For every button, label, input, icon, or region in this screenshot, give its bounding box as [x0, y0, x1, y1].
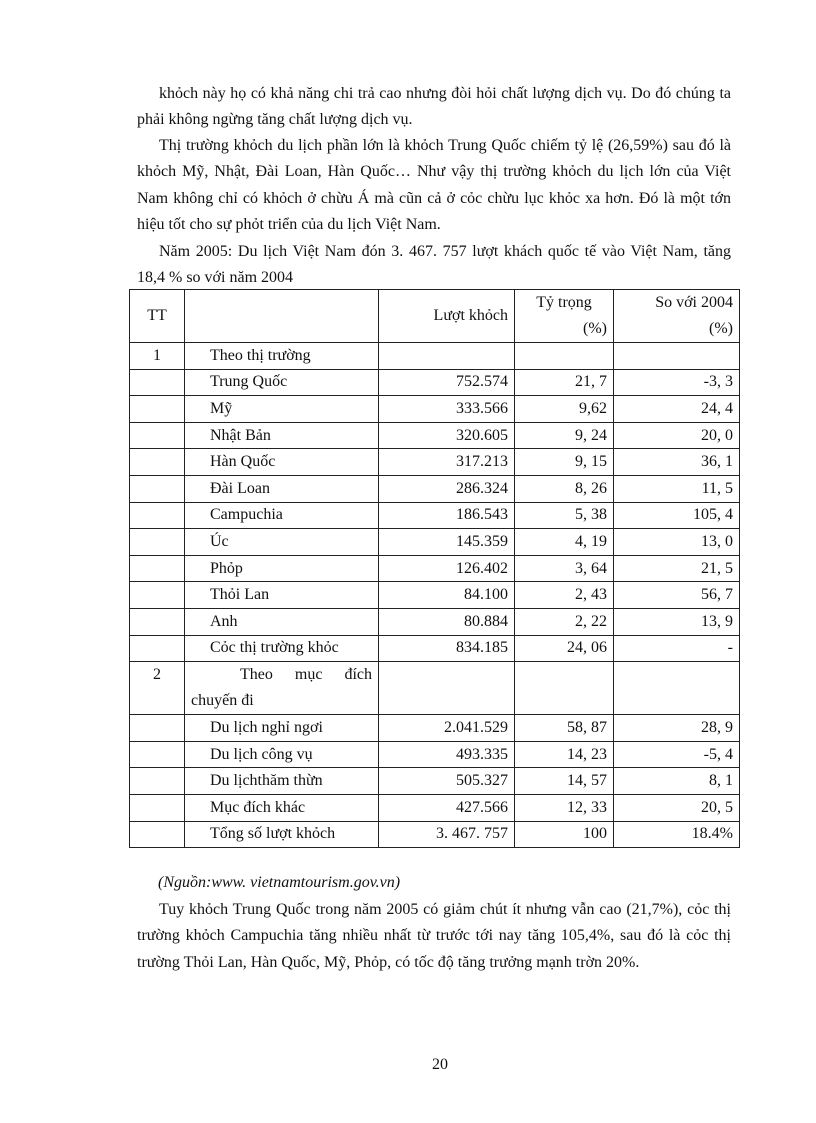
- row-visitors: 333.566: [379, 396, 515, 423]
- row-vs-2004: 105, 4: [614, 502, 740, 529]
- group-title: Theo thị trường: [185, 343, 379, 370]
- empty-cell: [379, 343, 515, 370]
- row-share: 3, 64: [515, 555, 614, 582]
- row-vs-2004: -5, 4: [614, 741, 740, 768]
- row-vs-2004: 28, 9: [614, 715, 740, 742]
- empty-cell: [130, 396, 185, 423]
- row-visitors: 80.884: [379, 608, 515, 635]
- table-row: [130, 475, 740, 502]
- row-vs-2004: 21, 5: [614, 555, 740, 582]
- paragraph-2005-summary: Năm 2005: Du lịch Việt Nam đón 3. 467. 757 lượt khách quốc tế vào Việt Nam, tăng 18,4 % so với năm 2004: [137, 243, 731, 287]
- row-visitors: 505.327: [379, 768, 515, 795]
- row-name: Hàn Quốc: [185, 449, 379, 476]
- row-share: 9, 24: [515, 422, 614, 449]
- row-share: 21, 7: [515, 369, 614, 396]
- row-name: Nhật Bản: [185, 422, 379, 449]
- row-visitors: 493.335: [379, 741, 515, 768]
- group-row-markets: [130, 343, 740, 370]
- row-visitors: 145.359: [379, 529, 515, 556]
- row-name: Du lịch công vụ: [185, 741, 379, 768]
- empty-cell: [130, 768, 185, 795]
- group-index: 1: [130, 343, 185, 370]
- empty-cell: [130, 608, 185, 635]
- row-share: 2, 22: [515, 608, 614, 635]
- paragraph-markets: Thị trường khỏch du lịch phần lớn là khỏch Trung Quốc chiếm tỷ lệ (26,59%) sau đó là khỏch Mỹ, Nhật, Đài Loan, Hàn Quốc… Như vậy thị trường khỏch du lịch lớn của Việt Nam không chỉ có khỏch ở chừu Á mà cũn cả ở cỏc chừu lục khỏc xa hơn. Đó là một tớn hiệu tốt cho sự phỏt triển của du lịch Việt Nam.: [137, 137, 731, 234]
- header-vs-2004: [614, 290, 740, 343]
- group-title-word: mục: [294, 666, 323, 684]
- group-title-word: Theo: [240, 666, 273, 684]
- table-header-row: [130, 290, 740, 343]
- group-title-line2: chuyến đi: [191, 692, 254, 710]
- header-share: [515, 290, 614, 343]
- row-visitors: 752.574: [379, 369, 515, 396]
- group-title: [185, 662, 379, 715]
- row-name: Cỏc thị trường khỏc: [185, 635, 379, 662]
- row-share: 24, 06: [515, 635, 614, 662]
- empty-cell: [130, 821, 185, 848]
- row-visitors: 286.324: [379, 475, 515, 502]
- visitor-statistics-table: [129, 289, 740, 848]
- group-row-purpose: [130, 662, 740, 715]
- row-visitors: 427.566: [379, 794, 515, 821]
- empty-cell: [130, 582, 185, 609]
- table-row: [130, 794, 740, 821]
- table-row: [130, 608, 740, 635]
- row-share: 4, 19: [515, 529, 614, 556]
- header-tt: TT: [130, 290, 185, 343]
- row-vs-2004: -: [614, 635, 740, 662]
- row-name: Du lịchthăm thừn: [185, 768, 379, 795]
- row-name: Campuchia: [185, 502, 379, 529]
- empty-cell: [130, 369, 185, 396]
- row-vs-2004: 56, 7: [614, 582, 740, 609]
- total-vs-2004: 18.4%: [614, 821, 740, 848]
- table-row: [130, 715, 740, 742]
- table-row: [130, 555, 740, 582]
- row-share: 9, 15: [515, 449, 614, 476]
- table-row: [130, 422, 740, 449]
- empty-cell: [130, 794, 185, 821]
- row-share: 5, 38: [515, 502, 614, 529]
- empty-cell: [130, 715, 185, 742]
- empty-cell: [515, 662, 614, 715]
- group-index: 2: [130, 662, 185, 715]
- empty-cell: [614, 343, 740, 370]
- empty-cell: [130, 422, 185, 449]
- table-row: [130, 369, 740, 396]
- row-vs-2004: 20, 0: [614, 422, 740, 449]
- empty-cell: [130, 635, 185, 662]
- empty-cell: [379, 662, 515, 715]
- table-row: [130, 582, 740, 609]
- row-share: 58, 87: [515, 715, 614, 742]
- paragraph-intro: khỏch này họ có khả năng chi trả cao nhưng đòi hỏi chất lượng dịch vụ. Do đó chúng ta phải không ngừng tăng chất lượng dịch vụ.: [137, 85, 731, 129]
- row-vs-2004: 13, 0: [614, 529, 740, 556]
- empty-cell: [614, 662, 740, 715]
- table-row: [130, 502, 740, 529]
- row-visitors: 317.213: [379, 449, 515, 476]
- group2-rows: [130, 715, 740, 821]
- source-citation: (Nguồn:www. vietnamtourism.gov.vn): [158, 874, 401, 891]
- row-share: 9,62: [515, 396, 614, 423]
- header-vs-line1: So với 2004: [655, 294, 733, 311]
- row-vs-2004: -3, 3: [614, 369, 740, 396]
- empty-cell: [130, 475, 185, 502]
- empty-cell: [515, 343, 614, 370]
- row-name: Thỏi Lan: [185, 582, 379, 609]
- row-name: Mỹ: [185, 396, 379, 423]
- row-visitors: 126.402: [379, 555, 515, 582]
- table-row: [130, 635, 740, 662]
- row-visitors: 834.185: [379, 635, 515, 662]
- row-visitors: 84.100: [379, 582, 515, 609]
- total-visitors: 3. 467. 757: [379, 821, 515, 848]
- row-share: 12, 33: [515, 794, 614, 821]
- header-share-line2: (%): [583, 320, 607, 337]
- row-vs-2004: 24, 4: [614, 396, 740, 423]
- row-share: 2, 43: [515, 582, 614, 609]
- row-share: 8, 26: [515, 475, 614, 502]
- row-visitors: 2.041.529: [379, 715, 515, 742]
- total-share: 100: [515, 821, 614, 848]
- header-share-line1: Tỷ trọng: [536, 294, 592, 311]
- row-vs-2004: 13, 9: [614, 608, 740, 635]
- row-share: 14, 57: [515, 768, 614, 795]
- header-visitors: Lượt khỏch: [379, 290, 515, 343]
- total-label: Tổng số lượt khỏch: [185, 821, 379, 848]
- paragraph-analysis: Tuy khỏch Trung Quốc trong năm 2005 có giảm chút ít nhưng vẫn cao (21,7%), cỏc thị trường khỏch Campuchia tăng nhiều nhất từ trước tới nay tăng 105,4%, sau đó là cỏc thị trường Thỏi Lan, Hàn Quốc, Mỹ, Phỏp, có tốc độ tăng trưởng mạnh trờn 20%.: [137, 901, 731, 971]
- table-row: [130, 768, 740, 795]
- row-name: Đài Loan: [185, 475, 379, 502]
- row-share: 14, 23: [515, 741, 614, 768]
- empty-cell: [130, 449, 185, 476]
- row-name: Trung Quốc: [185, 369, 379, 396]
- header-vs-line2: (%): [709, 320, 733, 337]
- row-vs-2004: 11, 5: [614, 475, 740, 502]
- row-vs-2004: 20, 5: [614, 794, 740, 821]
- row-vs-2004: 8, 1: [614, 768, 740, 795]
- row-name: Mục đích khác: [185, 794, 379, 821]
- group-title-word: đích: [344, 666, 372, 684]
- row-name: Du lịch nghỉ ngơi: [185, 715, 379, 742]
- row-visitors: 186.543: [379, 502, 515, 529]
- table-row: [130, 741, 740, 768]
- empty-cell: [130, 555, 185, 582]
- row-name: Phỏp: [185, 555, 379, 582]
- group1-rows: [130, 369, 740, 662]
- empty-cell: [130, 741, 185, 768]
- total-row: [130, 821, 740, 848]
- row-name: Úc: [185, 529, 379, 556]
- empty-cell: [130, 529, 185, 556]
- empty-cell: [130, 502, 185, 529]
- table-row: [130, 396, 740, 423]
- row-vs-2004: 36, 1: [614, 449, 740, 476]
- row-visitors: 320.605: [379, 422, 515, 449]
- row-name: Anh: [185, 608, 379, 635]
- page-number: 20: [432, 1056, 448, 1073]
- table-row: [130, 449, 740, 476]
- header-blank: [185, 290, 379, 343]
- table-row: [130, 529, 740, 556]
